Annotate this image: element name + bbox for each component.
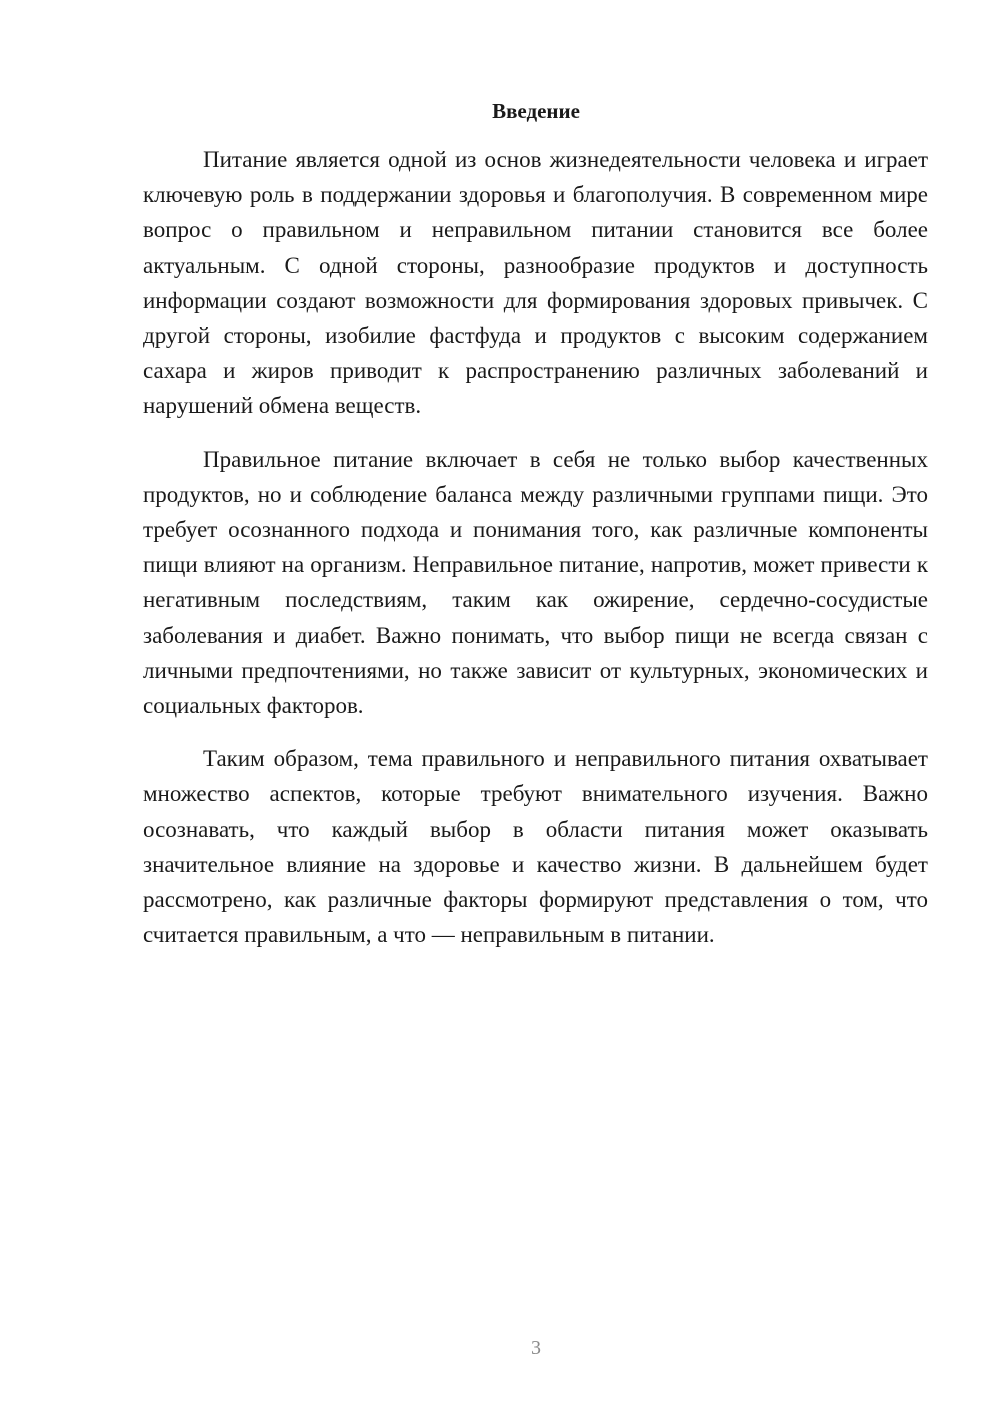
- paragraph-1: Питание является одной из основ жизнедеятельности человека и играет ключевую роль в поддержании здоровья и благополучия. В современном мире вопрос о правильном и неправильном питании становится все более актуальным. С одной стороны, разнообразие продуктов и доступность информации создают возможности для формирования здоровых привычек. С другой стороны, изобилие фастфуда и продуктов с высоким содержанием сахара и жиров приводит к распространению различных заболеваний и нарушений обмена веществ.: [143, 147, 928, 419]
- paragraph-2: Правильное питание включает в себя не только выбор качественных продуктов, но и соблюдение баланса между различными группами пищи. Это требует осознанного подхода и понимания того, как различные компоненты пищи влияют на организм. Неправильное питание, напротив, может привести к негативным последствиям, таким как ожирение, сердечно-сосудистые заболевания и диабет. Важно понимать, что выбор пищи не всегда связан с личными предпочтениями, но также зависит от культурных, экономических и социальных факторов.: [143, 446, 928, 719]
- section-title: Введение: [492, 99, 580, 123]
- body-text: [143, 142, 928, 952]
- paragraph-3: Таким образом, тема правильного и неправильного питания охватывает множество аспектов, которые требуют внимательного изучения. Важно осознавать, что каждый выбор в области питания может оказывать значительное влияние на здоровье и качество жизни. В дальнейшем будет рассмотрено, как различные факторы формируют представления о том, что считается правильным, а что — неправильным в питании.: [143, 746, 928, 948]
- page-number: 3: [531, 1337, 541, 1359]
